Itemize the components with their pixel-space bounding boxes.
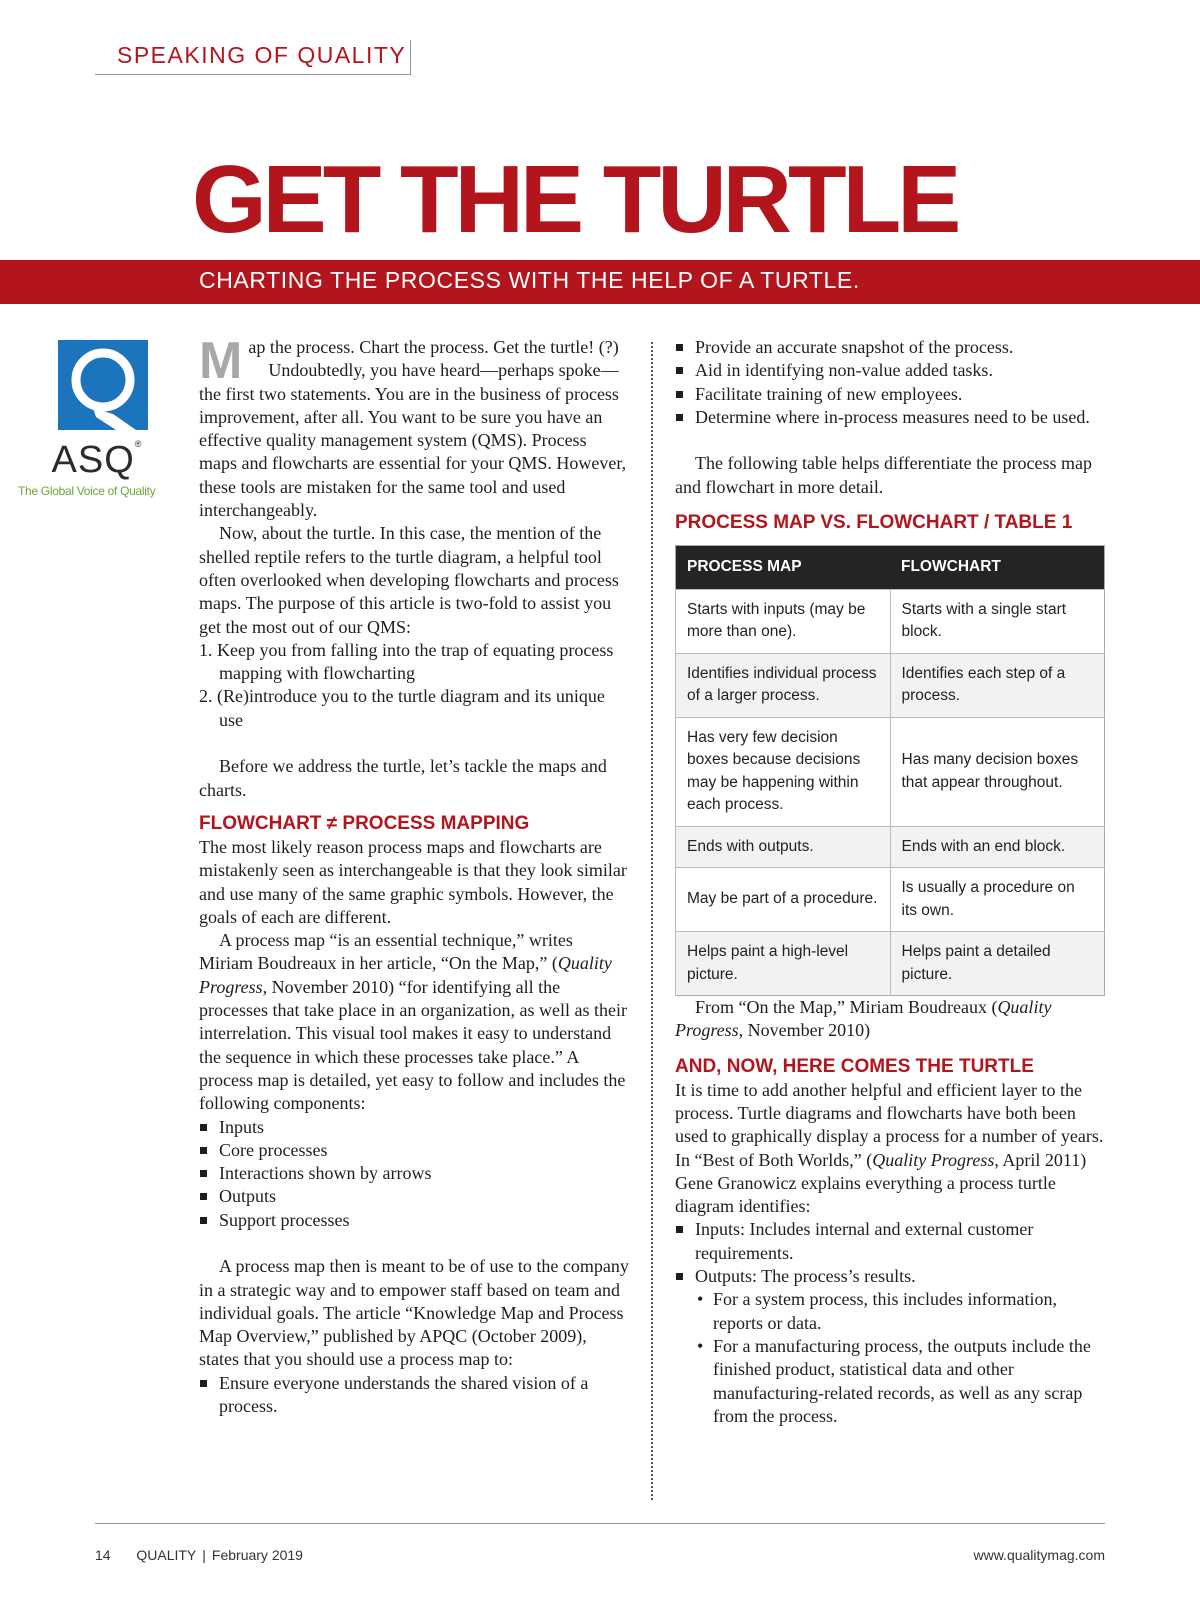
section1-paragraph-3: A process map then is meant to be of use to the company in a strategic way and to empower staff based on team and individual goals. The article “Knowledge Map and Process Map Overview,” published by APQC (October 2009), states that you should use a process map to: <box>199 1256 629 1370</box>
list-item: Aid in identifying non-value added tasks. <box>675 359 1107 382</box>
section2-paragraph-1: It is time to add another helpful and efficient layer to the process. Turtle diagrams and flowcharts have both been used to graphically display a process for a number of years. In “Best of Both Worlds,” (Quality Progress, April 2011) Gene Granowicz explains everything a process turtle diagram identifies: <box>675 1079 1104 1217</box>
intro-paragraph-2: Undoubtedly, you have heard—perhaps spoke—the first two statements. You are in the business of process improvement, after all. You want to be sure you have an effective quality management system (QMS). Process maps and flowcharts are essential for your QMS. However, these tools are mistaken for the same tool and used interchangeably. <box>199 360 627 521</box>
section-label-text: SPEAKING OF QUALITY <box>117 42 407 68</box>
table-cell: Has many decision boxes that appear throughout. <box>890 717 1105 826</box>
magazine-name: QUALITY <box>136 1547 197 1563</box>
list-item: Inputs <box>199 1116 629 1139</box>
turtle-identifies-list <box>675 1218 1107 1428</box>
list-item: Core processes <box>199 1139 629 1162</box>
table-cell: May be part of a procedure. <box>676 868 891 932</box>
subhead-here-comes-the-turtle: AND, NOW, HERE COMES THE TURTLE <box>675 1055 1034 1077</box>
section1-paragraph-2: A process map “is an essential technique,” writes Miriam Boudreaux in her article, “On the Map,” (Quality Progress, November 2010) “for identifying all the processes that take place in an organization, as well as their interrelation. This visual tool makes it easy to understand the sequence in which these processes take place.” A process map is detailed, yet easy to follow and includes the following components: <box>199 930 628 1114</box>
column-divider <box>651 342 653 1500</box>
list-item: • For a system process, this includes information, reports or data. <box>695 1288 1107 1335</box>
subhead-flowchart-vs-process-mapping: FLOWCHART ≠ PROCESS MAPPING <box>199 812 530 834</box>
list-item: • For a manufacturing process, the outputs include the finished product, statistical data and other manufacturing-related records, as well as any scrap from the process. <box>695 1335 1107 1428</box>
table-cell: Helps paint a high-level picture. <box>676 932 891 996</box>
asq-wordmark: ASQ® <box>51 439 143 481</box>
asq-q-icon <box>58 340 148 430</box>
table-cell: Has very few decision boxes because decisions may be happening within each process. <box>676 717 891 826</box>
list-item: Facilitate training of new employees. <box>675 383 1107 406</box>
transition-paragraph: Before we address the turtle, let’s tackle the maps and charts. <box>199 756 607 800</box>
table-intro: The following table helps differentiate the process map and flowchart in more detail. <box>675 453 1093 497</box>
table-cell: Is usually a procedure on its own. <box>890 868 1105 932</box>
footer-left: 14 QUALITY | February 2019 <box>95 1547 303 1563</box>
table-row <box>676 653 1105 717</box>
table-row <box>676 717 1105 826</box>
table-row <box>676 589 1105 653</box>
purpose-list <box>199 639 629 732</box>
uses-list-left <box>199 1372 629 1419</box>
page-number: 14 <box>95 1547 111 1563</box>
table-row <box>676 826 1105 868</box>
table-cell: Starts with inputs (may be more than one). <box>676 589 891 653</box>
list-item: Support processes <box>199 1209 629 1232</box>
left-column <box>199 332 629 1418</box>
table-header-flowchart: FLOWCHART <box>890 546 1105 590</box>
table-cell: Identifies each step of a process. <box>890 653 1105 717</box>
table-cell: Ends with an end block. <box>890 826 1105 868</box>
list-item: Outputs: The process’s results. • For a system process, this includes information, reports or data. • For a manufacturing process, the outputs include the finished product, statistical data and other manufacturing-related records, as well as any scrap from the process. <box>675 1265 1107 1428</box>
table-cell: Helps paint a detailed picture. <box>890 932 1105 996</box>
asq-tagline: The Global Voice of Quality <box>18 484 156 498</box>
headline: GET THE TURTLE <box>192 146 958 253</box>
website-link[interactable]: www.qualitymag.com <box>973 1547 1105 1563</box>
intro-paragraph-3: Now, about the turtle. In this case, the mention of the shelled reptile refers to the turtle diagram, a helpful tool often overlooked when developing flowcharts and process maps. The purpose of this article is two-fold to assist you get the most out of our QMS: <box>199 523 619 637</box>
section-label <box>95 40 411 75</box>
asq-logo <box>18 340 188 498</box>
output-details-list <box>675 1288 1107 1428</box>
section1-paragraph-1: The most likely reason process maps and flowcharts are mistakenly seen as interchangeable is that they look similar and use many of the same graphic symbols. However, the goals of each are different. <box>199 836 627 927</box>
table-cell: Starts with a single start block. <box>890 589 1105 653</box>
table-cell: Identifies individual process of a larger process. <box>676 653 891 717</box>
footer-rule <box>95 1523 1105 1524</box>
deck-subtitle: CHARTING THE PROCESS WITH THE HELP OF A TURTLE. <box>199 267 860 293</box>
list-item: 1. Keep you from falling into the trap of equating process mapping with flowcharting <box>199 639 614 684</box>
table-row <box>676 932 1105 996</box>
table-row <box>676 868 1105 932</box>
list-item: Ensure everyone understands the shared vision of a process. <box>199 1372 629 1419</box>
intro-paragraph-1: Map the process. Chart the process. Get the turtle! (?) <box>199 332 619 390</box>
list-item: Determine where in-process measures need to be used. <box>675 406 1107 429</box>
comparison-table <box>675 545 1105 996</box>
issue-date: February 2019 <box>211 1547 303 1563</box>
list-item: Provide an accurate snapshot of the process. <box>675 336 1107 359</box>
table-source: From “On the Map,” Miriam Boudreaux (Quality Progress, November 2010) <box>675 997 1052 1041</box>
list-item: Inputs: Includes internal and external customer requirements. <box>675 1218 1107 1265</box>
table-header-process-map: PROCESS MAP <box>676 546 891 590</box>
right-column <box>675 336 1107 1428</box>
table-title: PROCESS MAP VS. FLOWCHART / TABLE 1 <box>675 512 1073 534</box>
uses-list-right <box>675 336 1107 429</box>
drop-cap: M <box>199 332 243 390</box>
list-item: 2. (Re)introduce you to the turtle diagram and its unique use <box>199 686 605 730</box>
components-list <box>199 1116 629 1232</box>
table-header-row <box>676 546 1105 590</box>
list-item: Outputs <box>199 1185 629 1208</box>
list-item: Interactions shown by arrows <box>199 1162 629 1185</box>
table-cell: Ends with outputs. <box>676 826 891 868</box>
